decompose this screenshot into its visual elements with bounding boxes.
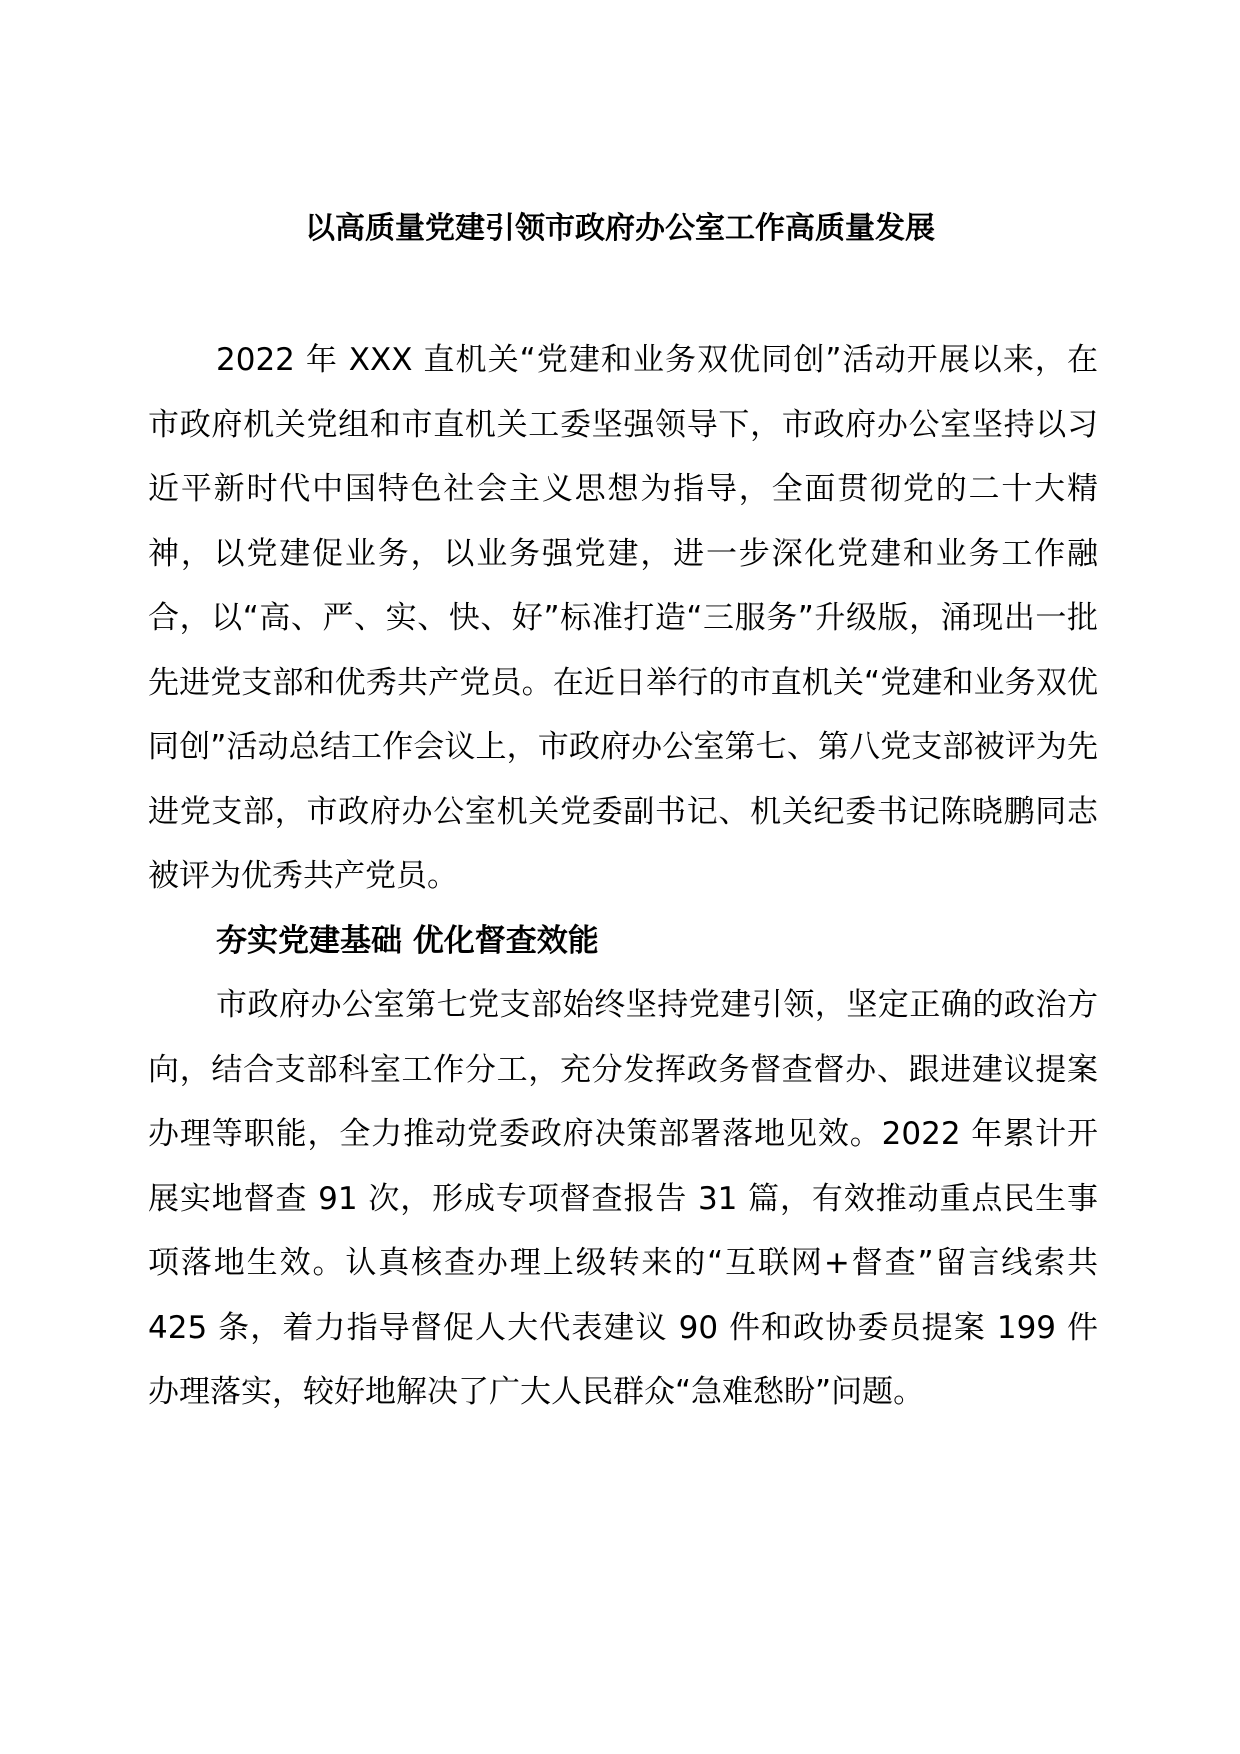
intro-paragraph: 2022 年 XXX 直机关“党建和业务双优同创”活动开展以来，在市政府机关党组和市直机关工委坚强领导下，市政府办公室坚持以习近平新时代中国特色社会主义思想为指导，全面贯彻党的二十大精神，以党建促业务，以业务强党建，进一步深化党建和业务工作融合，以“高、严、实、快、好”标准打造“三服务”升级版，涌现出一批先进党支部和优秀共产党员。在近日举行的市直机关“党建和业务双优同创”活动总结工作会议上，市政府办公室第七、第八党支部被评为先进党支部，市政府办公室机关党委副书记、机关纪委书记陈晓鹏同志被评为优秀共产党员。	[148, 342, 1098, 894]
document-body	[148, 328, 1098, 1425]
section-heading: 夯实党建基础 优化督查效能	[216, 922, 599, 959]
document-title: 以高质量党建引领市政府办公室工作高质量发展	[305, 211, 935, 246]
section-paragraph: 市政府办公室第七党支部始终坚持党建引领，坚定正确的政治方向，结合支部科室工作分工，充分发挥政务督查督办、跟进建议提案办理等职能，全力推动党委政府决策部署落地见效。2022 年累计开展实地督查 91 次，形成专项督查报告 31 篇，有效推动重点民生事项落地生效。认真核查办理上级转来的“互联网+督查”留言线索共 425 条，着力指导督促人大代表建议 90 件和政协委员提案 199 件办理落实，较好地解决了广大人民群众“急难愁盼”问题。	[148, 987, 1098, 1410]
